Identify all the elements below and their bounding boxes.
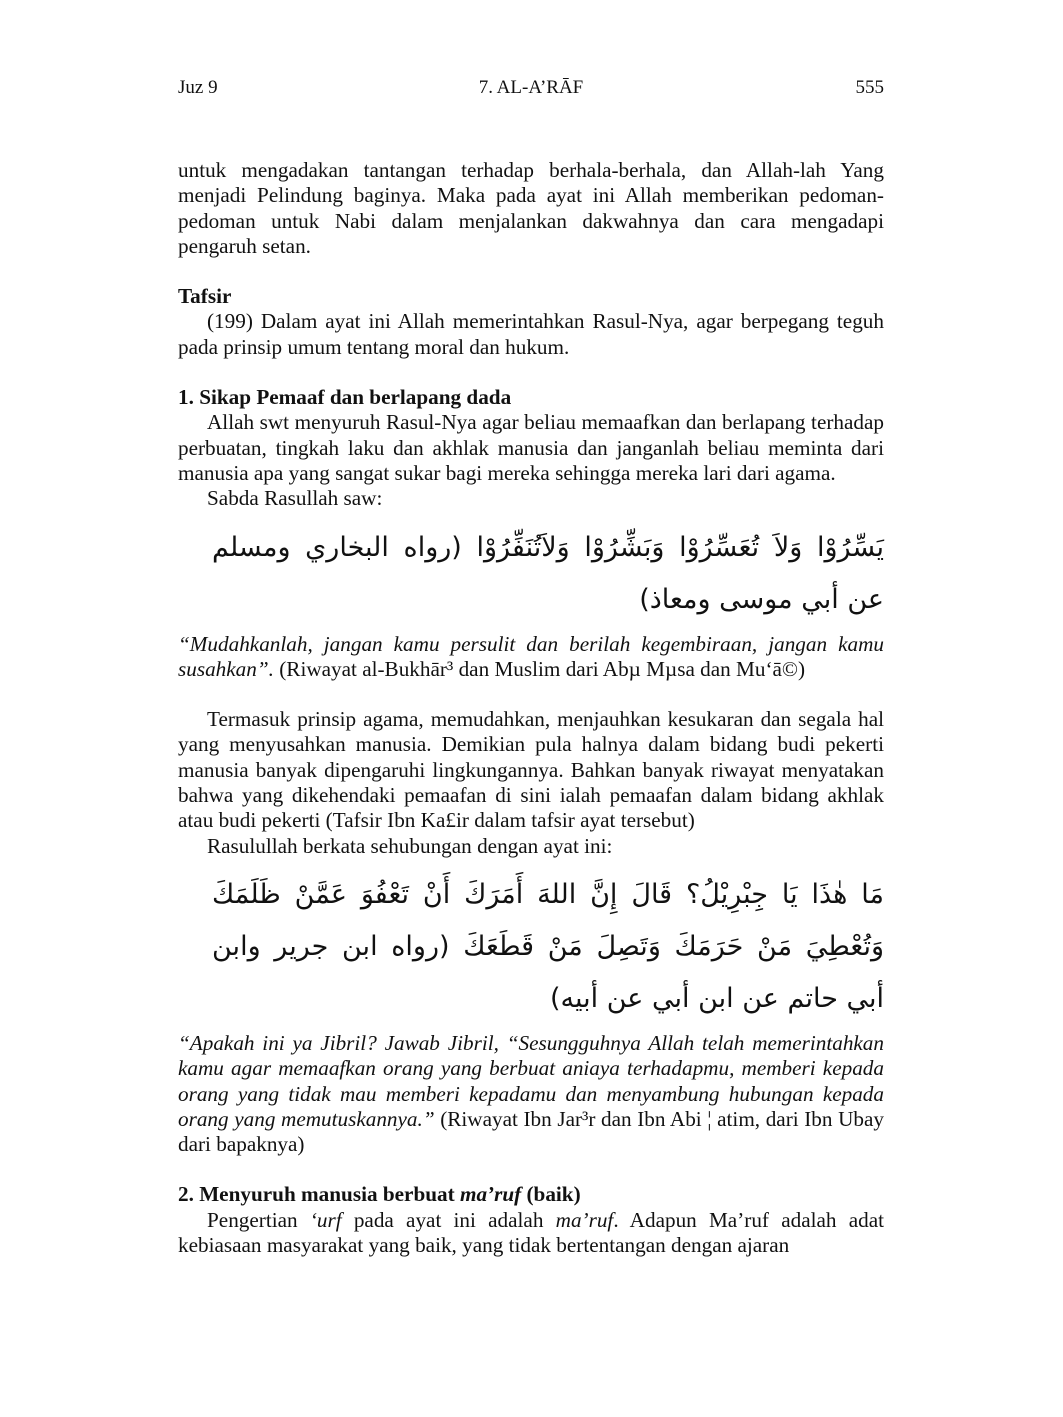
section-2-heading-prefix: 2. Menyuruh manusia berbuat [178, 1182, 460, 1207]
page-header [178, 77, 884, 103]
hadith-1-source: (Riwayat al-Bukhār³ dan Muslim dari Abµ Mµsa dan Mu‘ā©) [273, 656, 806, 681]
hadith-1-translation [178, 632, 884, 683]
page-body [178, 158, 884, 1258]
section-2-heading-suffix: (baik) [521, 1182, 581, 1207]
section-2-text-c: pada ayat ini adalah [341, 1207, 556, 1232]
tafsir-heading: Tafsir [178, 284, 232, 309]
page-number: 555 [855, 77, 884, 98]
hadith-2-source: (Riwayat Ibn Jar³r dan Ibn Abi ¦ atim, dari Ibn Ubay dari bapaknya) [178, 1106, 884, 1157]
surah-title: 7. AL-A’RĀF [478, 77, 584, 98]
section-2-paragraph [178, 1208, 884, 1259]
section-2-text-b: ‘urf [309, 1207, 342, 1232]
tafsir-paragraph: (199) Dalam ayat ini Allah memerintahkan Rasul-Nya, agar berpegang teguh pada prinsip umum tentang moral dan hukum. [178, 309, 884, 359]
section-2-heading [178, 1182, 884, 1207]
arabic-hadith-1: يَسِّرُوْا وَلاَ تُعَسِّرُوْا وَبَشِّرُوْا وَلاَتُنَفِّرُوْا (رواه البخاري ومسلم عن أبي موسى ومعاذ) [212, 531, 884, 615]
section-2-text-a: Pengertian [207, 1207, 310, 1232]
hadith-2-translation-text: “Apakah ini ya Jibril? Jawab Jibril, “Sesungguhnya Allah telah memerintahkan kamu agar memaafkan orang yang berbuat aniaya terhadapmu, memberi kepada orang yang tidak mau memberi kepadamu dan menyambung hubungan kepada orang yang memutuskannya.” [178, 1030, 884, 1131]
section-1-paragraph-2: Sabda Rasullah saw: [207, 486, 383, 511]
section-1-paragraph-3: Termasuk prinsip agama, memudahkan, menjauhkan kesukaran dan segala hal yang menyusahkan manusia. Demikian pula halnya dalam bidang budi pekerti manusia banyak dipengaruhi lingkungannya. Bahkan banyak riwayat menyatakan bahwa yang dikehendaki pemaafan di sini ialah pemaafan dalam bidang akhlak atau budi pekerti (Tafsir Ibn Ka£ir dalam tafsir ayat tersebut) [178, 707, 884, 833]
section-2-heading-italic: ma’ruf [459, 1182, 522, 1207]
section-1-paragraph-4: Rasulullah berkata sehubungan dengan ayat ini: [207, 833, 613, 858]
section-2-text-e: . Adapun Ma’ruf adalah adat kebiasaan masyarakat yang baik, yang tidak bertentangan dengan ajaran [178, 1207, 884, 1258]
section-1-heading: 1. Sikap Pemaaf dan berlapang dada [178, 385, 512, 410]
section-1-paragraph-1: Allah swt menyuruh Rasul-Nya agar beliau memaafkan dan berlapang terhadap perbuatan, tingkah laku dan akhlak manusia dan janganlah beliau meminta dari manusia apa yang sangat sukar bagi mereka sehingga mereka lari dari agama. [178, 410, 884, 485]
intro-paragraph: untuk mengadakan tantangan terhadap berhala-berhala, dan Allah-lah Yang menjadi Pelindung baginya. Maka pada ayat ini Allah memberikan pedoman-pedoman untuk Nabi dalam menjalankan dakwahnya dan cara mengadapi pengaruh setan. [178, 158, 884, 258]
juz-label: Juz 9 [178, 77, 218, 98]
hadith-2-translation [178, 1031, 884, 1157]
hadith-1-translation-text: “Mudahkanlah, jangan kamu persulit dan berilah kegembiraan, jangan kamu susahkan”. [178, 631, 884, 681]
section-2-text-d: ma’ruf [555, 1207, 614, 1232]
arabic-hadith-2: مَا هٰذَا يَا جِبْرِيْلُ؟ قَالَ إِنَّ اللهَ أَمَرَكَ أَنْ تَعْفُوَ عَمَّنْ ظَلَمَكَ وَتُعْطِيَ مَنْ حَرَمَكَ وَتَصِلَ مَنْ قَطَعَكَ (رواه ابن جرير وابن أبي حاتم عن ابن أبي عن أبيه) [212, 878, 884, 1014]
